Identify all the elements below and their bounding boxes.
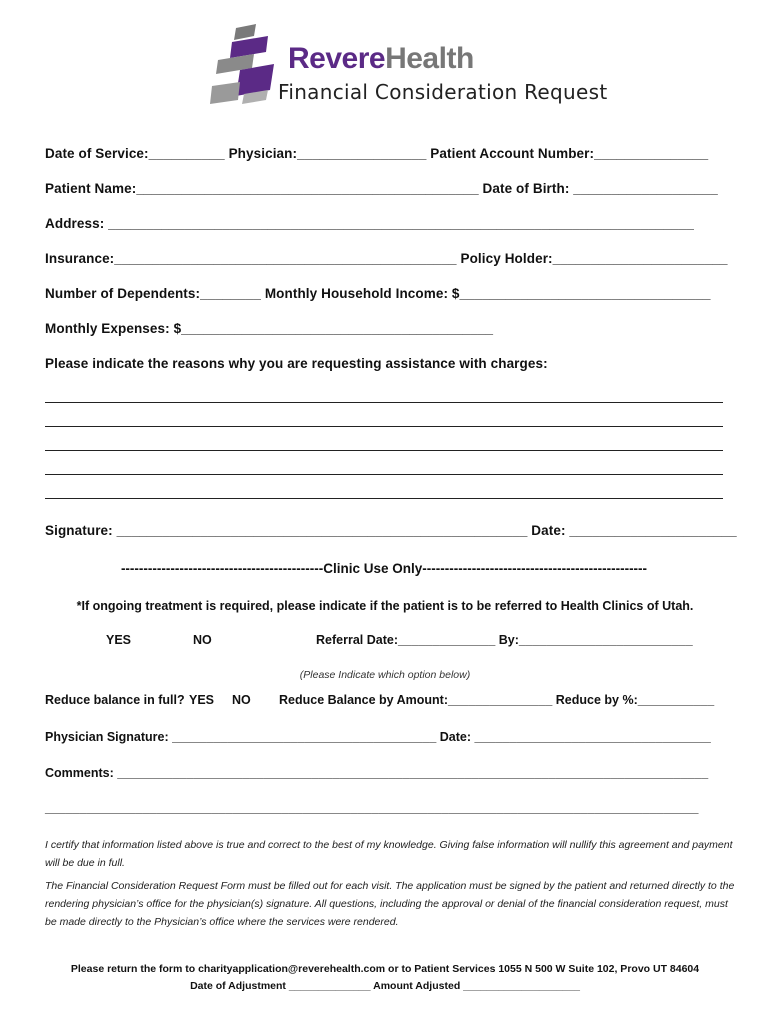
reason-line-2[interactable] xyxy=(45,426,723,427)
signature-row[interactable]: Signature: ______________________________________________________ Date: ______________________ xyxy=(45,523,737,538)
form-title: Financial Consideration Request xyxy=(278,80,608,104)
reason-line-5[interactable] xyxy=(45,498,723,499)
brand-revere: Revere xyxy=(288,42,386,75)
reasons-prompt: Please indicate the reasons why you are requesting assistance with charges: xyxy=(45,356,548,371)
referral-yes[interactable]: YES xyxy=(106,633,132,647)
comments-row-2[interactable]: ______________________________________________________________________________________________ xyxy=(45,801,699,815)
row-insurance-policy-holder[interactable]: Insurance:_____________________________________________ Policy Holder:_______________________ xyxy=(45,251,728,266)
referral-no[interactable]: NO xyxy=(193,633,212,647)
reduce-amount-percent[interactable]: Reduce Balance by Amount:_______________ Reduce by %:___________ xyxy=(279,693,715,707)
reduce-no[interactable]: NO xyxy=(232,693,251,707)
clinic-use-divider: ---------------------------------------------Clinic Use Only-------------------------------------------------- xyxy=(120,561,648,576)
reason-line-1[interactable] xyxy=(45,402,723,403)
reduce-full-label: Reduce balance in full? xyxy=(45,693,185,707)
comments-row[interactable]: Comments: _____________________________________________________________________________________ xyxy=(45,766,709,780)
reason-line-3[interactable] xyxy=(45,450,723,451)
brand-health: Health xyxy=(385,42,474,75)
referral-note: *If ongoing treatment is required, please indicate if the patient is to be referred to Health Clinics of Utah. xyxy=(76,599,694,613)
row-monthly-expenses[interactable]: Monthly Expenses: $_________________________________________ xyxy=(45,321,494,336)
row-patient-name-dob[interactable]: Patient Name:_____________________________________________ Date of Birth: ___________________ xyxy=(45,181,718,196)
adjustment-row[interactable]: Date of Adjustment ______________ Amount Adjusted ____________________ xyxy=(190,980,580,992)
referral-date-by[interactable]: Referral Date:______________ By:_________________________ xyxy=(316,633,693,647)
form-instructions: The Financial Consideration Request Form must be filled out for each visit. The application must be signed by the patient and returned directly to the rendering physician’s office for the physician(s) signature. All questions, including the approval or denial of the financial consideration request, must be made directly to the Physician’s office where the services were rendered. xyxy=(45,880,735,928)
form-header xyxy=(210,22,630,112)
brand-name xyxy=(288,42,474,76)
return-instructions: Please return the form to charityapplication@reverehealth.com or to Patient Services 1055 N 500 W Suite 102, Provo UT 84604 xyxy=(70,963,700,975)
row-dependents-income[interactable]: Number of Dependents:________ Monthly Household Income: $_________________________________ xyxy=(45,286,711,301)
reason-line-4[interactable] xyxy=(45,474,723,475)
option-note: (Please Indicate which option below) xyxy=(299,669,471,681)
row-service-physician-account[interactable]: Date of Service:__________ Physician:_________________ Patient Account Number:_______________ xyxy=(45,146,709,161)
revere-health-logo-icon xyxy=(210,24,280,108)
row-address[interactable]: Address: _____________________________________________________________________________ xyxy=(45,216,694,231)
reduce-yes[interactable]: YES xyxy=(189,693,215,707)
certify-statement: I certify that information listed above is true and correct to the best of my knowledge. Giving false information will nullify this agreement and payment will be due in full. xyxy=(45,839,733,869)
physician-signature-row[interactable]: Physician Signature: ______________________________________ Date: __________________________________ xyxy=(45,730,711,744)
